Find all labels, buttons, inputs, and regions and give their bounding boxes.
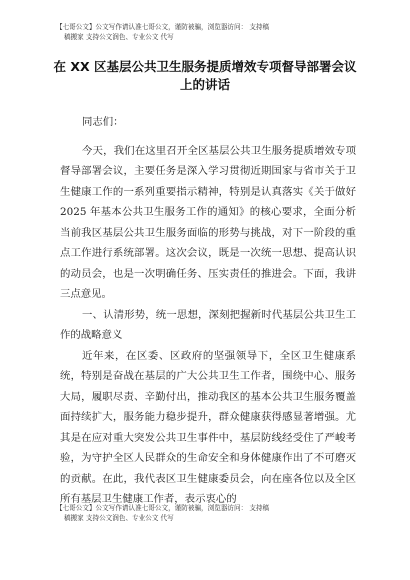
salutation: 同志们：: [82, 116, 124, 128]
paragraph-section-1: 近年来，在区委、区政府的坚强领导下，全区卫生健康系统，特别是奋战在基层的广大公共卫生工作者，围绕中心、服务大局，履职尽责、辛勤付出，推动我区的基本公共卫生服务覆盖面持续扩大，服务能力稳步提升，群众健康获得感显著增强。尤其是在应对重大突发公共卫生事件中，基层防线经受住了严峻考验，为守护全区人民群众的生命安全和身体健康作出了不可磨灭的贡献。在此，我代表区卫生健康委员会，向在座各位以及全区所有基层卫生健康工作者，表示衷心的: [60, 349, 356, 505]
page-footer-note: [56, 503, 356, 523]
paragraph-intro: 今天，我们在这里召开全区基层公共卫生服务提质增效专项督导部署会议，主要任务是深入学习贯彻近期国家与省市关于卫生健康工作的一系列重要指示精神，特别是认真落实《关于做好 2025 年基本公共卫生服务工作的通知》的核心要求，全面分析当前我区基层公共卫生服务面临的形势与挑战，对下一阶段的重点工作进行系统部署。这次会议，既是一次统一思想、提高认识的动员会，也是一次明确任务、压实责任的推进会。下面，我讲三点意见。: [60, 144, 356, 300]
page-header-note: [56, 22, 356, 42]
document-title: 在 XX 区基层公共卫生服务提质增效专项督导部署会议上的讲话: [53, 59, 357, 92]
header-note-line-1: 【七哥公文】公文写作请认准七哥公文，谨防被骗，浏览器访问： 支持稿: [56, 23, 270, 31]
header-note-line-2: 稿搬家 支持公文润色、专业公文 代写: [64, 33, 174, 41]
document-body: [60, 112, 356, 510]
footer-note-line-2: 稿搬家 支持公文润色、专业公文 代写: [64, 514, 174, 522]
section-heading-1: 一、认清形势，统一思想，深刻把握新时代基层公共卫生工作的战略意义: [60, 308, 356, 341]
footer-note-line-1: 【七哥公文】公文写作请认准七哥公文，谨防被骗，浏览器访问： 支持稿: [56, 504, 270, 512]
